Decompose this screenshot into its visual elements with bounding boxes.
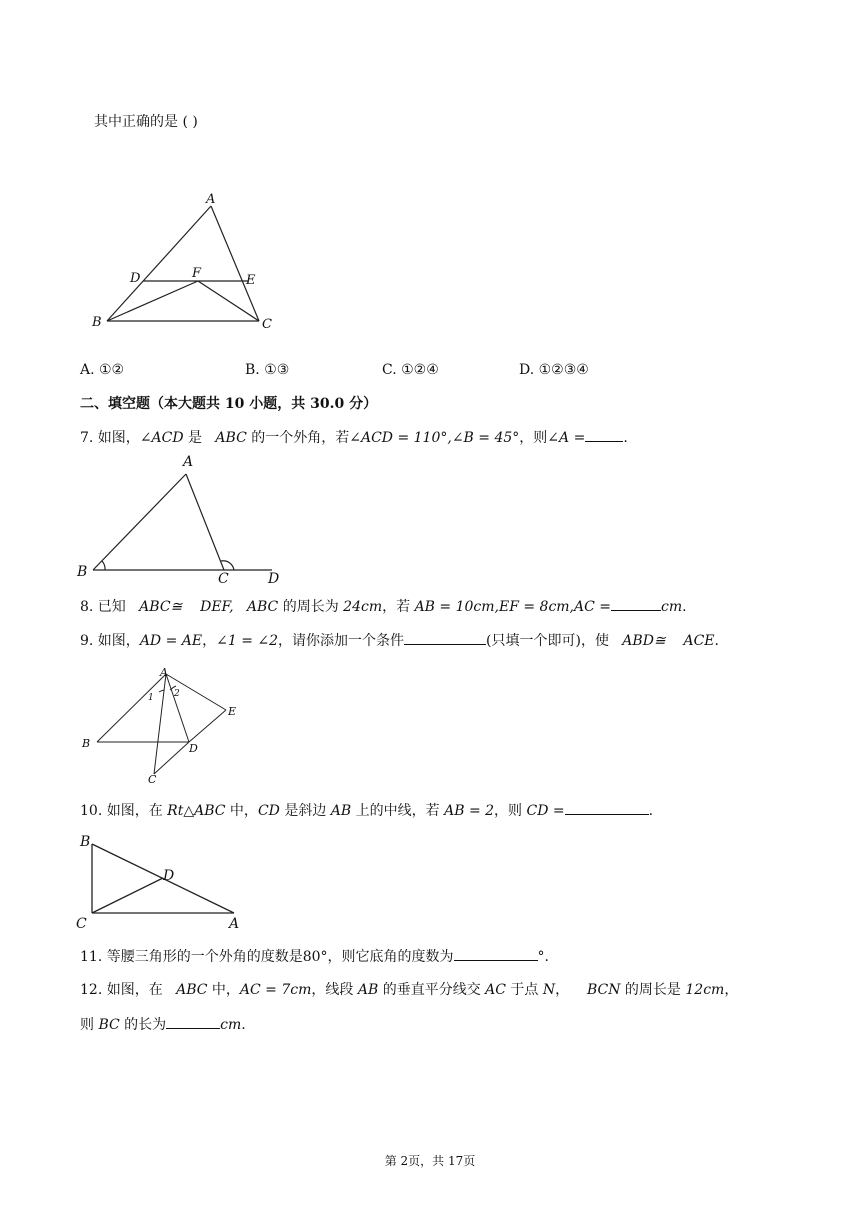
q8-text: 8. 已知 ABC≅ DEF, ABC 的周长为 24cm，若 AB = 10cm,EF = 8cm,AC = cm. <box>80 599 687 615</box>
q6-option-b: B. ①③ <box>245 362 290 378</box>
q6-fig-label-a: A <box>206 192 216 207</box>
q7-text: 7. 如图，∠ACD 是 ABC 的一个外角，若∠ACD = 110°,∠B = 45°，则∠A = . <box>80 430 628 446</box>
section-heading: 二、填空题（本大题共 10 小题，共 30.0 分） <box>80 396 378 412</box>
q7-figure <box>74 452 294 587</box>
q10-fig-label-a: A <box>229 916 240 932</box>
q10-figure <box>74 828 264 938</box>
q9-fig-label-c: C <box>148 773 157 786</box>
q11-answer-blank[interactable] <box>454 947 538 961</box>
q6-fig-label-e: E <box>246 273 256 288</box>
q10-fig-label-b: B <box>80 834 91 850</box>
q9-fig-label-a: A <box>160 666 168 679</box>
q7-fig-label-b: B <box>77 564 88 580</box>
q7-fig-label-c: C <box>218 571 229 587</box>
q9-fig-label-e: E <box>228 705 237 718</box>
q7-fig-label-d: D <box>268 571 280 587</box>
q8-answer-blank[interactable] <box>611 597 661 611</box>
q12-line-2: 则 BC 的长为 cm. <box>80 1017 246 1033</box>
q6-option-a: A. ①② <box>80 362 125 378</box>
q12-line-1: 12. 如图，在 ABC 中，AC = 7cm，线段 AB 的垂直平分线交 AC 于点 N， BCN 的周长是 12cm， <box>80 982 739 998</box>
q9-answer-blank[interactable] <box>404 631 486 645</box>
q9-fig-angle-1: 1 <box>148 693 154 703</box>
q6-fig-label-c: C <box>262 317 272 332</box>
q9-fig-label-d: D <box>189 742 198 755</box>
q6-prompt: 其中正确的是 ( ) <box>94 114 198 130</box>
q7-fig-label-a: A <box>183 454 194 470</box>
q10-fig-label-c: C <box>76 916 87 932</box>
q6-fig-label-b: B <box>92 315 102 330</box>
q7-answer-blank[interactable] <box>585 428 623 442</box>
q6-fig-label-f: F <box>192 266 202 281</box>
q12-answer-blank[interactable] <box>166 1015 220 1029</box>
q10-answer-blank[interactable] <box>565 801 649 815</box>
q9-fig-label-b: B <box>82 737 91 750</box>
q9-fig-angle-2: 2 <box>174 689 180 699</box>
q6-fig-label-d: D <box>130 271 141 286</box>
page-footer: 第 2页，共 17页 <box>384 1154 476 1168</box>
q11-text: 11. 等腰三角形的一个外角的度数是80°，则它底角的度数为 °. <box>80 949 549 965</box>
q6-figure <box>85 190 285 330</box>
q9-text: 9. 如图，AD = AE，∠1 = ∠2，请你添加一个条件 (只填一个即可)，使 ABD≅ ACE. <box>80 633 719 649</box>
q10-fig-label-d: D <box>163 868 175 884</box>
q10-text: 10. 如图，在 Rt△ABC 中，CD 是斜边 AB 上的中线，若 AB = 2，则 CD = . <box>80 803 654 819</box>
q6-option-d: D. ①②③④ <box>519 362 589 378</box>
q9-figure <box>78 662 258 792</box>
q6-option-c: C. ①②④ <box>382 362 439 378</box>
